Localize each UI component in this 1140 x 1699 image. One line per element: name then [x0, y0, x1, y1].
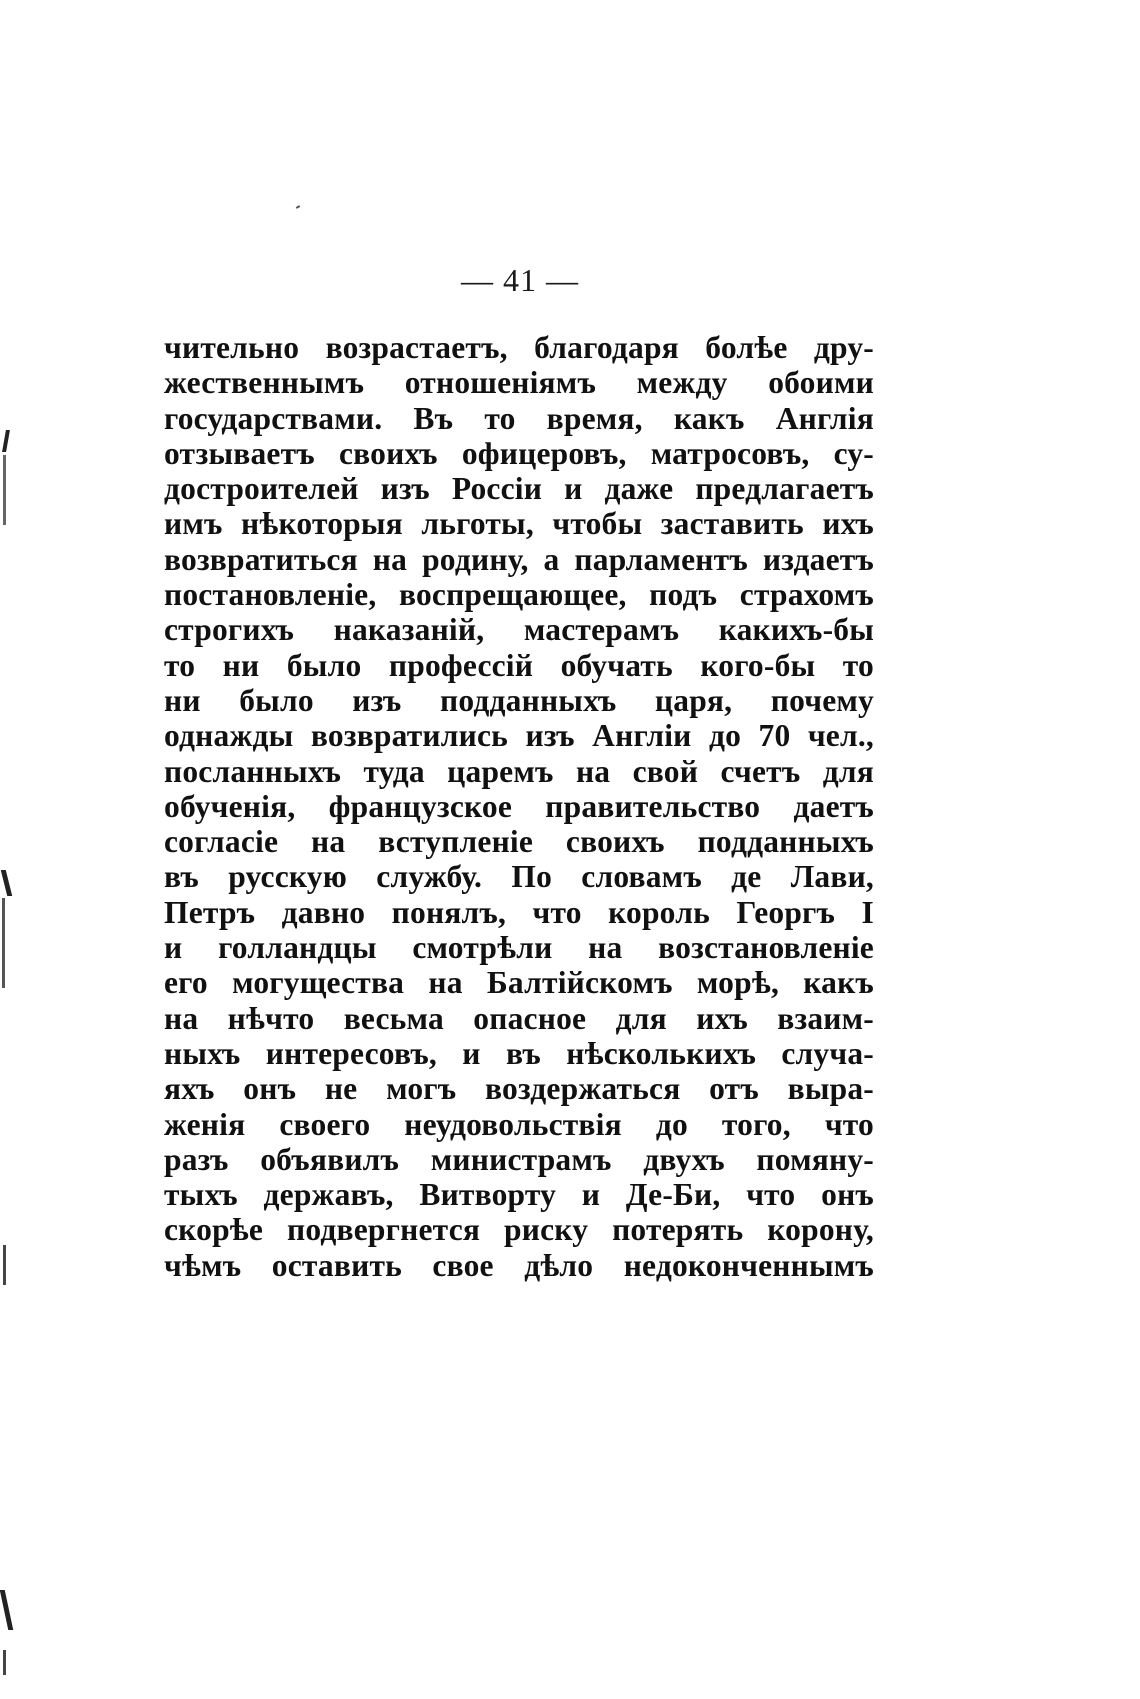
binding-shadow-mark [3, 1245, 6, 1285]
binding-shadow-mark [1, 870, 12, 896]
binding-shadow-mark [2, 430, 10, 452]
text-line: однажды возвратились изъ Англіи до 70 чел., [164, 718, 874, 754]
text-line: посланныхъ туда царемъ на свой счетъ для [164, 753, 874, 789]
text-line: ни было изъ подданныхъ царя, почему [164, 682, 874, 718]
stray-mark [296, 205, 300, 209]
text-line: то ни было профессій обучать кого-бы то [164, 647, 874, 683]
text-line: имъ нѣкоторыя льготы, чтобы заставить ихъ [164, 506, 874, 542]
text-line: тыхъ державъ, Витворту и Де-Би, что онъ [164, 1177, 874, 1213]
text-line: на нѣчто весьма опасное для ихъ взаим- [164, 1000, 874, 1036]
text-line: постановленіе, воспрещающее, подъ страхомъ [164, 577, 874, 613]
text-line: отзываетъ своихъ офицеровъ, матросовъ, су- [164, 435, 874, 471]
text-line: яхъ онъ не могъ воздержаться отъ выра- [164, 1071, 874, 1107]
text-line: жественнымъ отношеніямъ между обоими [164, 365, 874, 401]
text-line: скорѣе подвергнется риску потерять корону, [164, 1212, 874, 1248]
text-line: обученія, французское правительство даетъ [164, 788, 874, 824]
text-line: возвратиться на родину, а парламентъ издаетъ [164, 541, 874, 577]
binding-shadow-mark [2, 898, 5, 988]
text-line: строгихъ наказаній, мастерамъ какихъ-бы [164, 612, 874, 648]
text-line: ныхъ интересовъ, и въ нѣсколькихъ случа- [164, 1035, 874, 1071]
text-line: государствами. Въ то время, какъ Англія [164, 400, 874, 436]
text-line: чительно возрастаетъ, благодаря болѣе дру- [164, 330, 874, 365]
text-line: согласіе на вступленіе своихъ подданныхъ [164, 824, 874, 860]
text-line: разъ объявилъ министрамъ двухъ помяну- [164, 1141, 874, 1177]
page-number: — 41 — [461, 262, 579, 298]
text-line: въ русскую службу. По словамъ де Лави, [164, 859, 874, 895]
text-line: женія своего неудовольствія до того, что [164, 1106, 874, 1142]
text-line: его могущества на Балтійскомъ морѣ, какъ [164, 965, 874, 1001]
binding-shadow-mark [0, 1590, 13, 1630]
text-line: и голландцы смотрѣли на возстановленіе [164, 930, 874, 966]
text-line: чѣмъ оставить свое дѣло недоконченнымъ [164, 1247, 874, 1283]
body-text [164, 330, 874, 1283]
binding-shadow-mark [3, 1650, 6, 1675]
binding-shadow-mark [3, 455, 6, 525]
text-line: Петръ давно понялъ, что король Георгъ I [164, 894, 874, 930]
text-line: достроителей изъ Россіи и даже предлагаетъ [164, 471, 874, 507]
